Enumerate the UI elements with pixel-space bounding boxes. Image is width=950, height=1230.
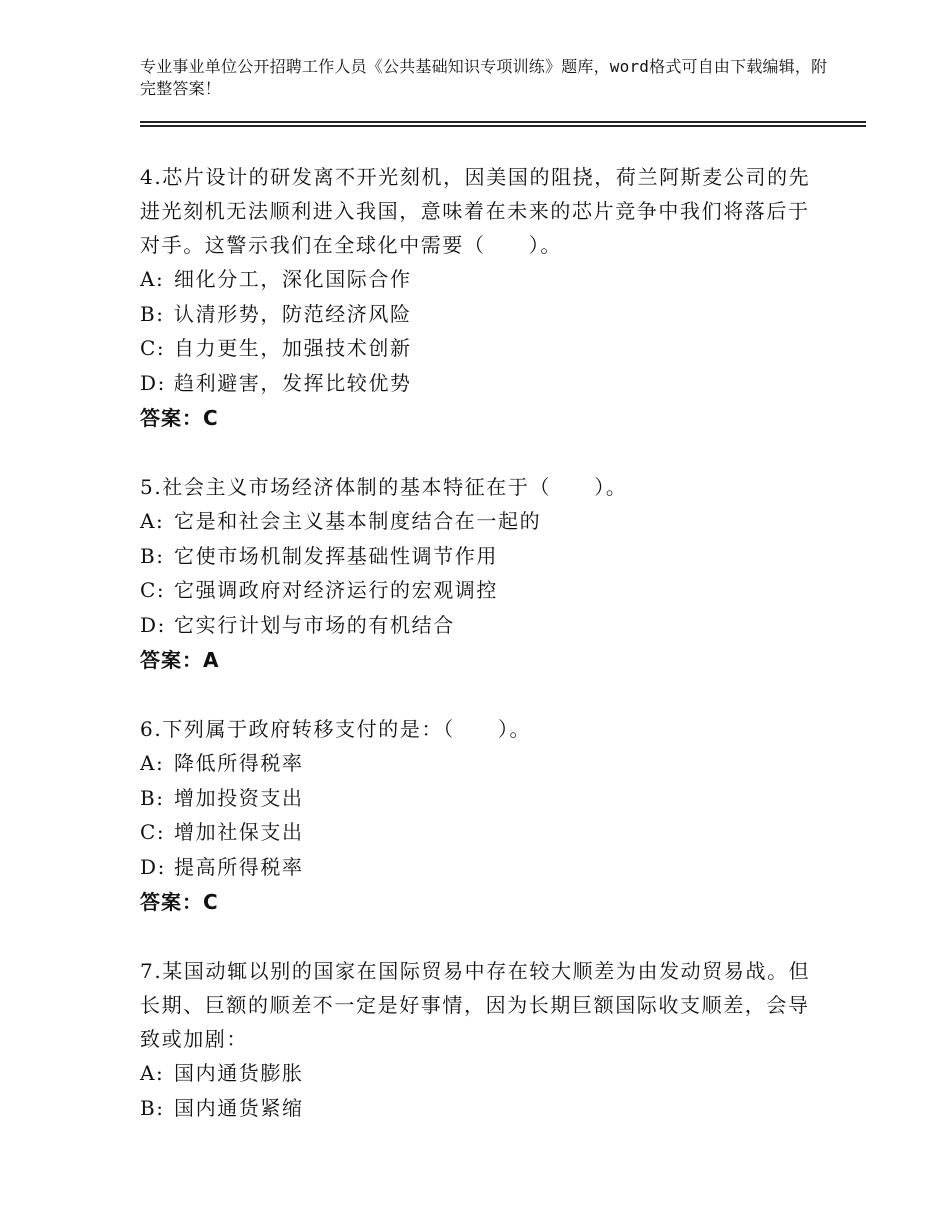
option-text: 它实行计划与市场的有机结合 [174,612,455,637]
option-key: D: [140,612,166,637]
option-d [140,366,820,401]
option-c [140,815,820,850]
option-a [140,1056,820,1091]
option-a [140,504,820,539]
question-5 [140,470,820,678]
question-text: 4.芯片设计的研发离不开光刻机，因美国的阻挠，荷兰阿斯麦公司的先进光刻机无法顺利进入我国，意味着在未来的芯片竞争中我们将落后于对手。这警示我们在全球化中需要（ ）。 [140,165,811,257]
option-key: A: [140,1061,165,1085]
option-text: 国内通货紧缩 [174,1095,304,1120]
header-rule-bottom [140,125,866,127]
option-key: A: [140,751,165,775]
option-text: 降低所得税率 [174,751,304,775]
question-6 [140,712,820,920]
option-text: 趋利避害，发挥比较优势 [174,370,412,395]
question-text: 5.社会主义市场经济体制的基本特征在于（ ）。 [140,475,628,499]
option-key: C: [140,820,166,844]
question-4 [140,160,820,436]
header-rule-top [140,121,866,123]
option-key: B: [140,1095,165,1120]
option-c [140,573,820,608]
option-d [140,850,820,885]
question-spacer [140,920,820,954]
option-b [140,1091,820,1126]
option-b [140,781,820,816]
option-text: 国内通货膨胀 [174,1061,304,1085]
option-text: 它强调政府对经济运行的宏观调控 [174,578,498,602]
option-key: C: [140,578,166,602]
option-text: 它使市场机制发挥基础性调节作用 [174,543,498,568]
option-key: D: [140,370,166,395]
answer: 答案：C [140,890,219,914]
option-key: A: [140,509,165,533]
option-text: 细化分工，深化国际合作 [174,267,412,291]
option-c [140,331,820,366]
option-key: B: [140,785,165,810]
option-text: 增加投资支出 [174,785,304,810]
option-text: 认清形势，防范经济风险 [174,301,412,326]
answer: 答案：C [140,406,219,430]
option-key: B: [140,301,165,326]
option-text: 它是和社会主义基本制度结合在一起的 [174,509,542,533]
question-7 [140,954,820,1125]
option-a [140,746,820,781]
question-text: 6.下列属于政府转移支付的是：（ ）。 [140,717,532,741]
option-key: B: [140,543,165,568]
question-spacer [140,678,820,712]
option-text: 增加社保支出 [174,820,304,844]
option-text: 自力更生，加强技术创新 [174,336,412,360]
option-key: C: [140,336,166,360]
answer: 答案：A [140,648,220,672]
option-b [140,539,820,574]
question-text: 7.某国动辄以别的国家在国际贸易中存在较大顺差为由发动贸易战。但长期、巨额的顺差不一定是好事情，因为长期巨额国际收支顺差，会导致或加剧： [140,959,811,1051]
page-header: 专业事业单位公开招聘工作人员《公共基础知识专项训练》题库，word格式可自由下载编辑，附完整答案！ [140,57,828,98]
option-key: A: [140,267,165,291]
option-key: D: [140,854,166,879]
option-text: 提高所得税率 [174,854,304,879]
question-spacer [140,436,820,470]
option-d [140,608,820,643]
option-b [140,297,820,332]
option-a [140,262,820,297]
question-list [140,160,820,1125]
